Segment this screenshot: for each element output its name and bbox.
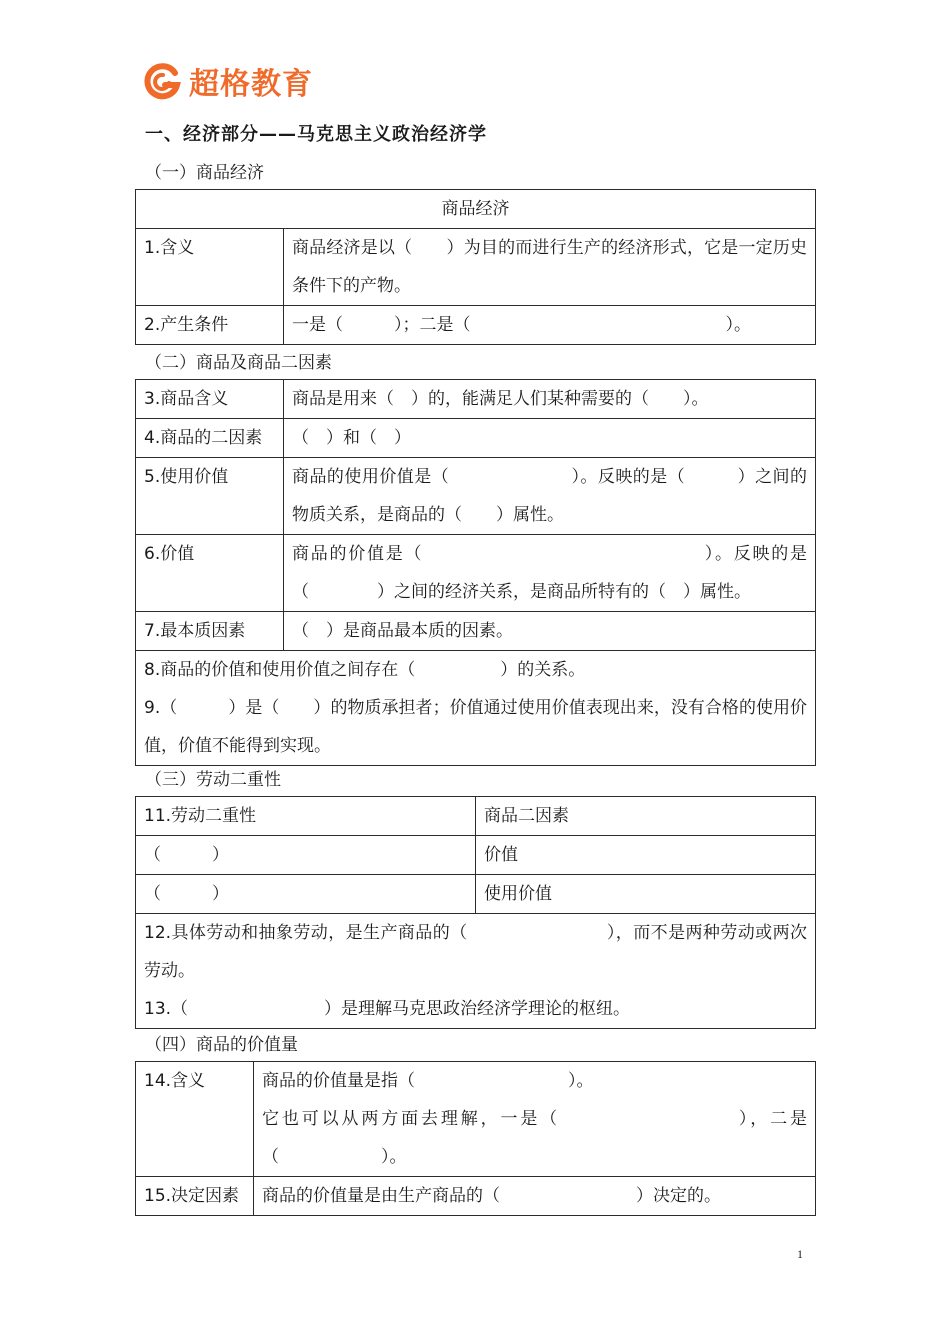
row-label: 2.产生条件 <box>136 306 284 345</box>
table-cell: 使用价值 <box>476 875 816 914</box>
table-row <box>136 1177 816 1216</box>
row-label: 14.含义 <box>136 1062 254 1177</box>
row-content: （ ）是商品最本质的因素。 <box>284 612 816 651</box>
table-row <box>136 914 816 1029</box>
content-line: 商品的价值量是由生产商品的（ ）决定的。 <box>262 1186 721 1206</box>
column-header: 商品二因素 <box>476 797 816 836</box>
table-row <box>136 535 816 612</box>
row-content: 商品是用来（ ）的，能满足人们某种需要的（ ）。 <box>284 380 816 419</box>
table-cell: （ ） <box>136 836 476 875</box>
page-number: 1 <box>797 1247 803 1261</box>
table-row <box>136 306 816 345</box>
table-header-row <box>136 797 816 836</box>
content-line: 商品的价值量是指（ ）。 <box>262 1071 594 1091</box>
note-12: 12.具体劳动和抽象劳动，是生产商品的（ ），而不是两种劳动或两次劳动。 <box>144 923 807 981</box>
notes-cell <box>136 651 816 766</box>
row-label: 1.含义 <box>136 229 284 306</box>
row-content: 商品经济是以（ ）为目的而进行生产的经济形式，它是一定历史条件下的产物。 <box>284 229 816 306</box>
table-row <box>136 875 816 914</box>
row-content: 商品的价值是（ ）。反映的是（ ）之间的经济关系，是商品所特有的（ ）属性。 <box>284 535 816 612</box>
row-label: 3.商品含义 <box>136 380 284 419</box>
table-commodity-factors <box>135 379 816 766</box>
content-line: 它也可以从两方面去理解，一是（ ），二是（ ）。 <box>262 1109 807 1167</box>
table-title: 商品经济 <box>136 190 816 229</box>
table-cell: （ ） <box>136 875 476 914</box>
page-heading: 一、经济部分——马克思主义政治经济学 <box>145 124 487 145</box>
table-row <box>136 229 816 306</box>
row-content: （ ）和（ ） <box>284 419 816 458</box>
table-row <box>136 612 816 651</box>
table-row <box>136 836 816 875</box>
table-row <box>136 380 816 419</box>
note-9: 9.（ ）是（ ）的物质承担者；价值通过使用价值表现出来，没有合格的使用价值，价值不能得到实现。 <box>144 698 807 756</box>
note-8: 8.商品的价值和使用价值之间存在（ ）的关系。 <box>144 660 586 680</box>
brand-logo <box>143 60 313 102</box>
row-label: 4.商品的二因素 <box>136 419 284 458</box>
column-header: 11.劳动二重性 <box>136 797 476 836</box>
row-label: 5.使用价值 <box>136 458 284 535</box>
row-label: 15.决定因素 <box>136 1177 254 1216</box>
section-title: （三）劳动二重性 <box>145 770 281 790</box>
table-row <box>136 1062 816 1177</box>
table-row <box>136 651 816 766</box>
row-content: 一是（ ）；二是（ ）。 <box>284 306 816 345</box>
table-cell: 价值 <box>476 836 816 875</box>
row-label: 6.价值 <box>136 535 284 612</box>
section-title: （二）商品及商品二因素 <box>145 353 332 373</box>
note-13: 13.（ ）是理解马克思政治经济学理论的枢纽。 <box>144 999 631 1019</box>
row-content <box>254 1177 816 1216</box>
section-title: （一）商品经济 <box>145 163 264 183</box>
section-title: （四）商品的价值量 <box>145 1035 298 1055</box>
logo-text: 超格教育 <box>189 67 313 102</box>
notes-cell <box>136 914 816 1029</box>
table-commodity-economy <box>135 189 816 345</box>
table-row <box>136 458 816 535</box>
table-value-magnitude <box>135 1061 816 1216</box>
table-row <box>136 419 816 458</box>
row-label: 7.最本质因素 <box>136 612 284 651</box>
row-content <box>254 1062 816 1177</box>
table-dual-labor <box>135 796 816 1029</box>
row-content: 商品的使用价值是（ ）。反映的是（ ）之间的物质关系，是商品的（ ）属性。 <box>284 458 816 535</box>
g-logo-icon <box>143 61 183 101</box>
